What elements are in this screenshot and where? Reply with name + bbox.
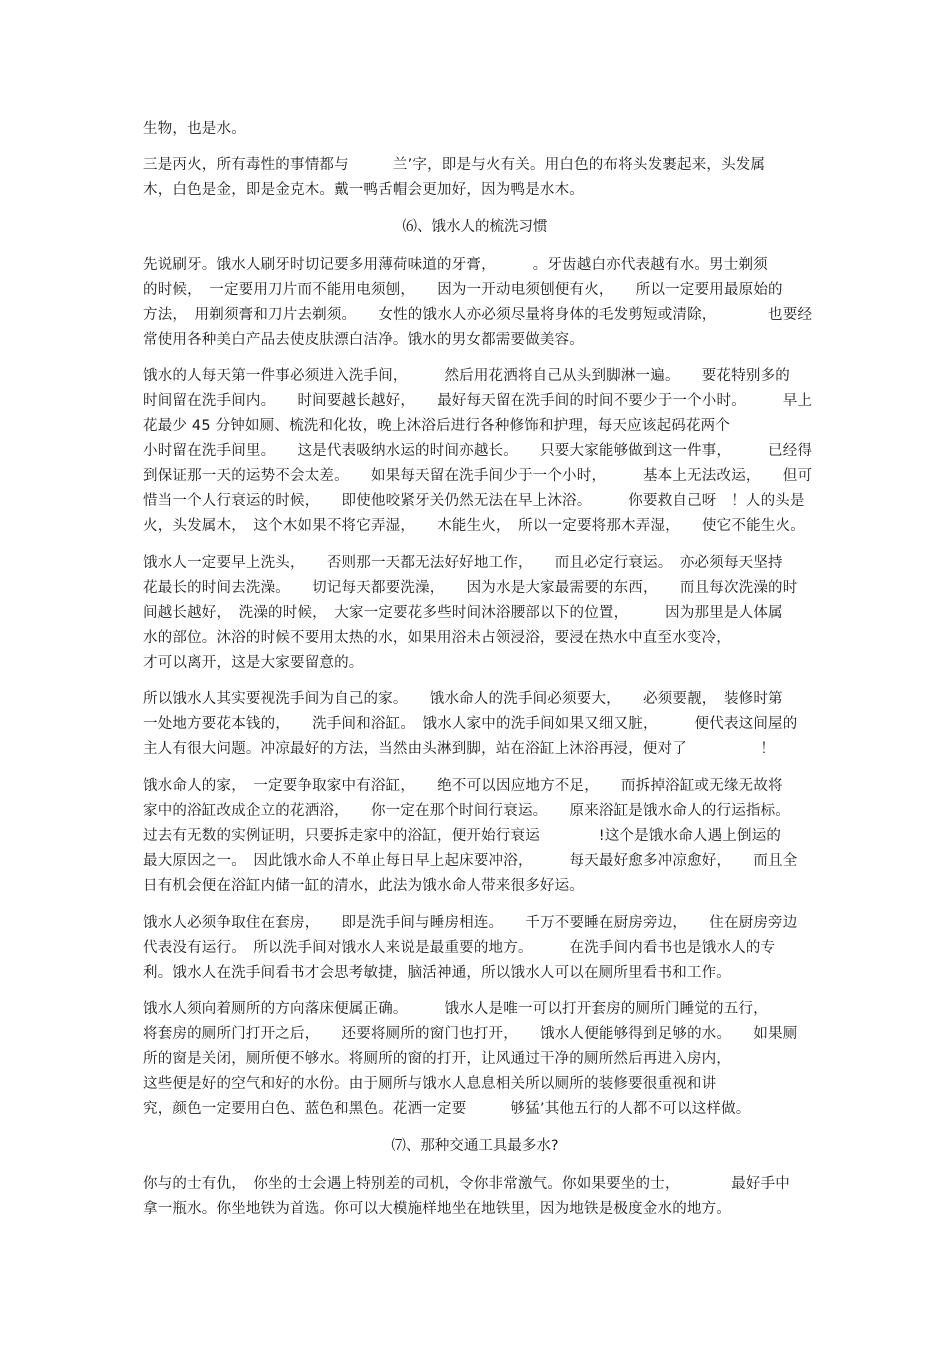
text-line: 代表没有运行。 所以洗手间对饿水人来说是最重要的地方。 在洗手间内看书也是饿水人的专 (143, 940, 776, 956)
text-line: 主人有很大问题。冲凉最好的方法，当然由头淋到脚，站在浴缸上沐浴再浸，便对了 ！ (143, 741, 776, 757)
text-line: 时间留在洗手间内。 时间要越长越好， 最好每天留在洗手间的时间不要少于一个小时。 早上 (143, 393, 813, 409)
text-line: 火，头发属木， 这个木如果不将它弄湿， 木能生火， 所以一定要将那木弄湿， 使它不能生火。 (143, 518, 805, 534)
text-line: 木，白色是金，即是金克木。戴一鸭舌帽会更加好，因为鸭是水木。 (143, 182, 584, 198)
text-line: 的时候， 一定要用刀片而不能用电须刨， 因为一开动电须刨便有火， 所以一定要用最原始的 (143, 282, 783, 298)
text-line: 最大原因之一。 因此饿水命人不单止每日早上起床要冲浴， 每天最好愈多冲凉愈好， 而且全 (143, 853, 798, 869)
text-line: 惜当一个人行衰运的时候， 即使他咬紧牙关仍然无法在早上沐浴。 你要救自己呀 ！人的头是 (143, 493, 805, 509)
text-line: 过去有无数的实例证明，只要拆走家中的浴缸，便开始行衰运 !这个是饿水命人遇上倒运的 (143, 828, 782, 844)
text-line: 你与的士有仇， 你坐的士会遇上特别差的司机，令你非常激气。你如果要坐的士， 最好手中 (143, 1176, 790, 1192)
section-heading: ⑺、那种交通工具最多水? (391, 1138, 559, 1154)
text-line: 饿水的人每天第一件事必须进入洗手间， 然后用花洒将自己从头到脚淋一遍。 要花特别多的 (143, 368, 790, 384)
text-line: 方法， 用剃须膏和刀片去剃须。 女性的饿水人亦必须尽量将身体的毛发剪短或清除， 也要经 (143, 307, 813, 323)
text-line: 一处地方要花本钱的， 洗手间和浴缸。 饿水人家中的洗手间如果又细又脏， 便代表这间屋的 (143, 716, 798, 732)
text-line: 小时留在洗手间里。 这是代表吸纳水运的时间亦越长。 只要大家能够做到这一件事， 已经得 (143, 443, 813, 459)
text-line: 生物，也是水。 (143, 121, 246, 137)
section-heading: ⑹、饿水人的梳洗习惯 (402, 219, 548, 235)
text-line: 先说刷牙。饿水人刷牙时切记要多用薄荷味道的牙膏， 。牙齿越白亦代表越有水。男士剃须 (143, 257, 768, 273)
text-line: 日有机会便在浴缸内储一缸的清水，此法为饿水命人带来很多好运。 (143, 878, 584, 894)
text-line: 水的部位。沐浴的时候不要用太热的水，如果用浴未占领浸浴，要浸在热水中直至水变冷， (143, 630, 731, 646)
text-line: 拿一瓶水。你坐地铁为首选。你可以大模施样地坐在地铁里，因为地铁是极度金水的地方。 (143, 1201, 731, 1217)
text-line: 所以饿水人其实要视洗手间为自己的家。 饿水命人的洗手间必须要大， 必须要靓， 装修时第 (143, 691, 783, 707)
text-line: 这些便是好的空气和好的水份。由于厕所与饿水人息息相关所以厕所的装修要很重视和讲 (143, 1076, 717, 1092)
text-line: 饿水人须向着厕所的方向落床便属正确。 饿水人是唯一可以打开套房的厕所门睡觉的五行， (143, 1001, 768, 1017)
text-line: 饿水人一定要早上洗头， 否则那一天都无法好好地工作， 而且必定行衰运。 亦必须每天坚持 (143, 555, 783, 571)
text-line: 家中的浴缸改成企立的花洒浴， 你一定在那个时间行衰运。 原来浴缸是饿水命人的行运指标。 (143, 803, 790, 819)
text-line: 间越长越好， 洗澡的时候， 大家一定要花多些时间沐浴腰部以下的位置， 因为那里是人体属 (143, 605, 783, 621)
text-line: 常使用各种美白产品去使皮肤漂白洁净。饿水的男女都需要做美容。 (143, 332, 584, 348)
text-line: 才可以离开，这是大家要留意的。 (143, 655, 364, 671)
text-line: 饿水命人的家， 一定要争取家中有浴缸， 绝不可以因应地方不足， 而拆掉浴缸或无缘无故将 (143, 778, 783, 794)
text-line: 饿水人必须争取住在套房， 即是洗手间与睡房相连。 千万不要睡在厨房旁边， 住在厨房旁边 (143, 915, 798, 931)
text-line: 到保证那一天的运势不会太差。 如果每天留在洗手间少于一个小时， 基本上无法改运， 但可 (143, 468, 813, 484)
text-line: 究，颜色一定要用白色、蓝色和黑色。花洒一定要 够猛’其他五行的人都不可以这样做。 (143, 1101, 751, 1117)
text-line: 三是丙火，所有毒性的事情都与 兰’字，即是与火有关。用白色的布将头发裹起来，头发属 (143, 157, 766, 173)
text-line: 将套房的厕所门打开之后， 还要将厕所的窗门也打开， 饿水人便能够得到足够的水。 如果厕 (143, 1026, 798, 1042)
text-line: 花最长的时间去洗澡。 切记每天都要洗澡， 因为水是大家最需要的东西， 而且每次洗澡的时 (143, 580, 798, 596)
text-line: 利。饿水人在洗手间看书才会思考敏捷，脑活神通，所以饿水人可以在厕所里看书和工作。 (143, 965, 731, 981)
text-line: 所的窗是关闭，厕所便不够水。将厕所的窗的打开，让风通过干净的厕所然后再进入房内， (143, 1051, 731, 1067)
text-line: 花最少 45 分钟如厕、梳洗和化妆，晚上沐浴后进行各种修饰和护理，每天应该起码花两个 (143, 418, 731, 434)
